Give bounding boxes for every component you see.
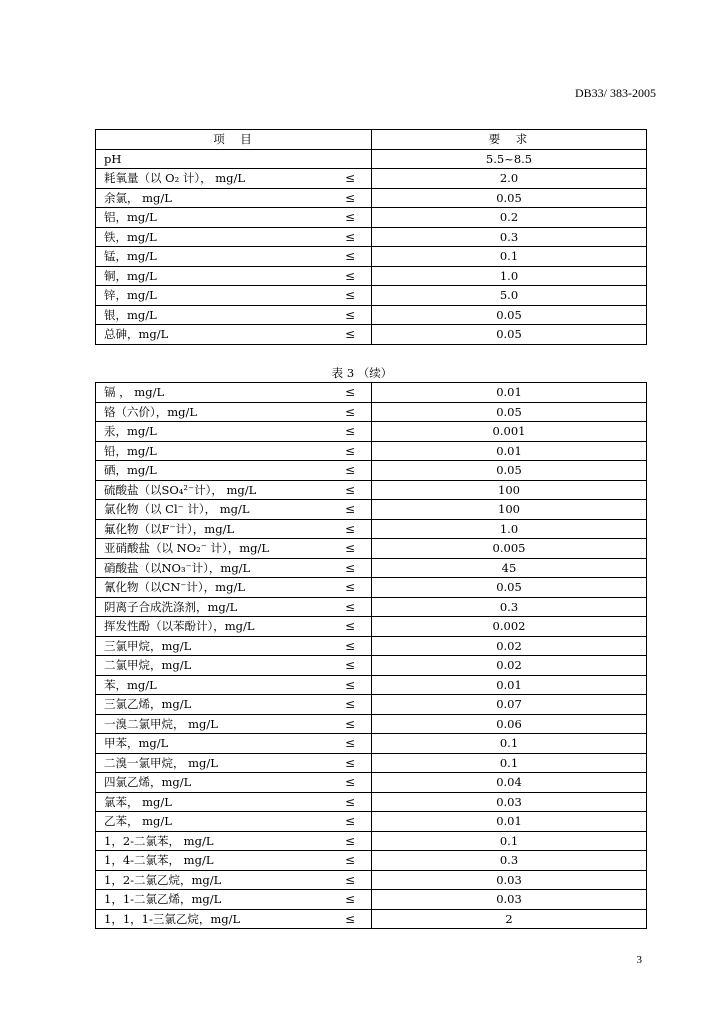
comparison-symbol: ≤ [344,892,355,906]
item-cell [96,636,372,656]
table-row [96,675,647,695]
table-row [96,578,647,598]
item-label: 1，2-二氯苯， mg/L [104,833,214,848]
comparison-symbol: ≤ [344,229,355,244]
item-label: 硫酸盐（以SO₄²⁻计）， mg/L [104,482,257,497]
table-row [96,851,647,871]
item-label: 锰，mg/L [104,249,157,264]
comparison-symbol: ≤ [344,794,355,809]
item-cell [96,812,372,832]
item-cell [96,909,372,929]
comparison-symbol: ≤ [344,307,355,322]
item-label: 铜，mg/L [104,268,157,283]
table-row [96,656,647,676]
item-cell [96,870,372,890]
item-label: 1，4-二氯苯， mg/L [104,853,214,868]
requirement-value: 0.1 [372,247,647,267]
item-cell [96,890,372,910]
comparison-symbol: ≤ [344,677,355,692]
comparison-symbol: ≤ [344,716,355,731]
requirement-value: 0.05 [372,461,647,481]
item-cell [96,208,372,228]
item-label: 银，mg/L [104,307,157,322]
comparison-symbol: ≤ [344,443,355,458]
item-label: 1，1-二氯乙烯，mg/L [104,892,222,907]
requirement-value: 0.3 [372,227,647,247]
table-row [96,695,647,715]
table-row [96,734,647,754]
item-cell [96,617,372,637]
table-row [96,325,647,345]
comparison-symbol: ≤ [344,619,355,633]
table-row [96,773,647,793]
table-row [96,402,647,422]
item-cell [96,480,372,500]
comparison-symbol: ≤ [344,424,355,438]
item-cell [96,753,372,773]
item-cell [96,714,372,734]
table-header-row [96,130,647,150]
item-label: 三氯甲烷，mg/L [104,638,192,653]
requirement-value: 0.06 [372,714,647,734]
item-cell [96,519,372,539]
item-cell [96,695,372,715]
item-cell [96,402,372,422]
item-label: 阴离子合成洗涤剂，mg/L [104,599,238,614]
requirement-value: 0.1 [372,734,647,754]
requirement-value: 0.03 [372,792,647,812]
item-cell [96,266,372,286]
requirement-value: 0.04 [372,773,647,793]
requirement-value: 0.1 [372,753,647,773]
comparison-symbol: ≤ [344,560,355,575]
requirement-value: 0.005 [372,539,647,559]
table-row [96,383,647,403]
requirement-value: 0.05 [372,578,647,598]
comparison-symbol: ≤ [344,502,355,516]
item-label: 三氯乙烯，mg/L [104,697,192,712]
comparison-symbol: ≤ [344,814,355,828]
comparison-symbol: ≤ [344,463,355,477]
comparison-symbol: ≤ [344,697,355,711]
comparison-symbol: ≤ [344,872,355,887]
table-row [96,890,647,910]
item-label: 甲苯，mg/L [104,736,169,751]
requirement-value: 0.3 [372,851,647,871]
item-label: 汞，mg/L [104,424,157,439]
requirement-value: 1.0 [372,519,647,539]
comparison-symbol: ≤ [344,521,355,536]
comparison-symbol: ≤ [344,911,355,926]
requirement-value: 0.07 [372,695,647,715]
item-cell [96,188,372,208]
requirement-value: 0.05 [372,188,647,208]
requirements-table-part1 [95,129,647,345]
comparison-symbol: ≤ [344,171,355,185]
requirement-value: 2 [372,909,647,929]
comparison-symbol: ≤ [344,736,355,750]
item-cell [96,169,372,189]
table-row [96,149,647,169]
requirement-value: 0.01 [372,812,647,832]
item-label: 二氯甲烷，mg/L [104,658,192,673]
comparison-symbol: ≤ [344,599,355,614]
item-label: 硝酸盐（以NO₃⁻计），mg/L [104,560,251,575]
item-cell [96,792,372,812]
requirement-value: 0.02 [372,656,647,676]
item-cell [96,558,372,578]
requirement-value: 0.002 [372,617,647,637]
comparison-symbol: ≤ [344,249,355,263]
table-caption: 表 3 （续） [331,366,393,380]
table-row [96,441,647,461]
requirement-value: 0.2 [372,208,647,228]
item-cell [96,325,372,345]
item-label: 1，2-二氯乙烷，mg/L [104,872,222,887]
table-row [96,714,647,734]
item-label: 镉 ， mg/L [104,385,165,400]
item-cell [96,539,372,559]
item-label: 硒，mg/L [104,463,157,478]
item-label: 苯，mg/L [104,677,157,692]
table-row [96,909,647,929]
item-label: 亚硝酸盐（以 NO₂⁻ 计），mg/L [104,541,270,556]
table-row [96,461,647,481]
item-cell [96,773,372,793]
item-label: 耗氧量（以 O₂ 计）， mg/L [104,171,246,186]
item-cell [96,305,372,325]
standard-code: DB33/ 383-2005 [575,86,656,100]
table-row [96,636,647,656]
item-cell [96,597,372,617]
comparison-symbol: ≤ [344,658,355,672]
comparison-symbol: ≤ [344,268,355,283]
item-label: 氯苯， mg/L [104,794,172,809]
item-label: 锌，mg/L [104,288,157,303]
table-row [96,500,647,520]
table-row [96,480,647,500]
table-row [96,539,647,559]
item-cell [96,441,372,461]
table-row [96,188,647,208]
requirement-value: 0.02 [372,636,647,656]
item-label: 铅，mg/L [104,443,157,458]
requirement-value: 0.03 [372,890,647,910]
requirement-value: 2.0 [372,169,647,189]
item-label: 氟化物（以F⁻计），mg/L [104,521,235,536]
table-row [96,227,647,247]
item-label: pH [104,151,122,166]
item-cell [96,851,372,871]
table-row [96,208,647,228]
item-label: 铬（六价），mg/L [104,404,198,419]
item-label: 乙苯， mg/L [104,814,172,829]
comparison-symbol: ≤ [344,385,355,399]
comparison-symbol: ≤ [344,210,355,224]
page-number: 3 [636,954,642,966]
comparison-symbol: ≤ [344,775,355,789]
column-header-requirement: 要 求 [372,130,647,150]
column-header-item: 项 目 [96,130,372,150]
requirement-value: 0.03 [372,870,647,890]
comparison-symbol: ≤ [344,638,355,653]
table-row [96,266,647,286]
item-cell [96,578,372,598]
table-row [96,617,647,637]
comparison-symbol: ≤ [344,288,355,302]
comparison-symbol: ≤ [344,833,355,848]
item-label: 挥发性酚（以苯酚计），mg/L [104,619,255,634]
item-cell [96,247,372,267]
requirement-value: 0.01 [372,441,647,461]
table-row [96,247,647,267]
comparison-symbol: ≤ [344,404,355,419]
item-label: 四氯乙烯，mg/L [104,775,192,790]
item-cell [96,675,372,695]
table-row [96,597,647,617]
item-cell [96,831,372,851]
requirements-table-part2 [95,382,647,929]
item-label: 铁，mg/L [104,229,157,244]
table-row [96,812,647,832]
item-cell [96,422,372,442]
table-row [96,422,647,442]
item-label: 氰化物（以CN⁻计），mg/L [104,580,245,595]
item-cell [96,461,372,481]
comparison-symbol: ≤ [344,190,355,205]
table-row [96,558,647,578]
requirement-value: 5.0 [372,286,647,306]
table-row [96,753,647,773]
item-label: 余氯， mg/L [104,190,172,205]
item-cell [96,383,372,403]
item-cell [96,656,372,676]
requirement-value: 0.001 [372,422,647,442]
table-row [96,286,647,306]
item-cell [96,227,372,247]
item-label: 1，1，1-三氯乙烷，mg/L [104,911,241,926]
requirement-value: 5.5~8.5 [372,149,647,169]
comparison-symbol: ≤ [344,580,355,594]
item-label: 氯化物（以 Cl⁻ 计）， mg/L [104,502,250,517]
requirement-value: 0.05 [372,305,647,325]
requirement-value: 0.01 [372,675,647,695]
requirement-value: 0.05 [372,402,647,422]
item-cell [96,286,372,306]
item-label: 铝，mg/L [104,210,157,225]
requirement-value: 100 [372,500,647,520]
table-row [96,169,647,189]
item-cell [96,734,372,754]
requirement-value: 100 [372,480,647,500]
table-row [96,305,647,325]
table-row [96,519,647,539]
requirement-value: 0.1 [372,831,647,851]
item-label: 一溴二氯甲烷， mg/L [104,716,218,731]
table-row [96,792,647,812]
table-row [96,870,647,890]
comparison-symbol: ≤ [344,755,355,770]
item-cell [96,500,372,520]
requirement-value: 0.05 [372,325,647,345]
requirement-value: 0.01 [372,383,647,403]
item-label: 二溴一氯甲烷， mg/L [104,755,218,770]
requirement-value: 0.3 [372,597,647,617]
requirement-value: 1.0 [372,266,647,286]
requirement-value: 45 [372,558,647,578]
comparison-symbol: ≤ [344,853,355,867]
comparison-symbol: ≤ [344,482,355,497]
table-row [96,831,647,851]
comparison-symbol: ≤ [344,327,355,341]
item-cell [96,149,372,169]
item-label: 总砷，mg/L [104,327,169,342]
comparison-symbol: ≤ [344,541,355,555]
